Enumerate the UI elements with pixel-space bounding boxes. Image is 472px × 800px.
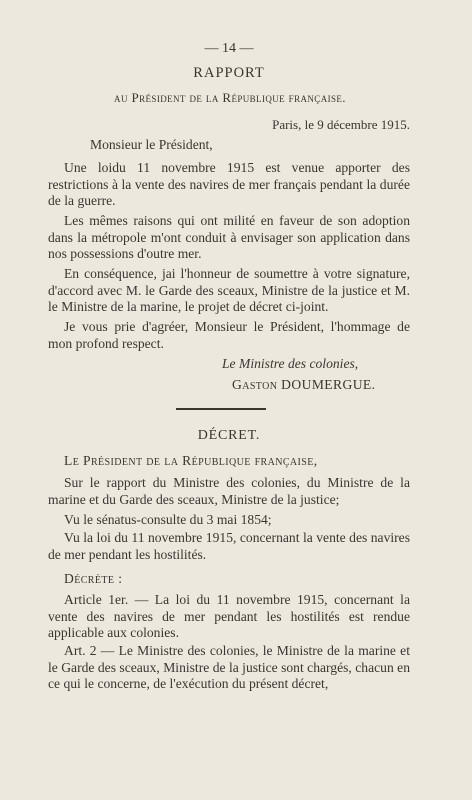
signature-title: Le Ministre des colonies, — [222, 356, 359, 371]
visa-2: Vu le sénatus-consulte du 3 mai 1854; — [64, 512, 272, 527]
visa-1: Sur le rapport du Ministre des colonies, du Ministre de la marine et du Garde des sceaux, Ministre de la justice; — [48, 475, 410, 507]
decrete-heading: Décrète : — [64, 571, 123, 586]
rapport-paragraph-2: Les mêmes raisons qui ont milité en faveur de son adoption dans la métropole m'ont conduit à envisager son application dans nos possessions d'outre mer. — [48, 213, 410, 262]
article-2: Art. 2 — Le Ministre des colonies, le Ministre de la marine et le Garde des sceaux, Ministre de la justice sont chargés, chacun en ce qui le concerne, de l'exécution du présent décret, — [48, 643, 410, 692]
rapport-paragraph-3: En conséquence, jai l'honneur de soumettre à votre signature, d'accord avec M. le Garde des sceaux, Ministre de la justice et M. le Ministre de la marine, le projet de décret ci-joint. — [48, 266, 410, 315]
rapport-paragraph-4: Je vous prie d'agréer, Monsieur le Président, l'hommage de mon profond respect. — [48, 319, 410, 351]
page-number: — 14 — — [204, 41, 254, 56]
article-1: Article 1er. — La loi du 11 novembre 1915, concernant la vente des navires de mer pendant les hostilités est rendue applicable aux colonies. — [48, 592, 410, 641]
signature-name: Gaston DOUMERGUE. — [232, 377, 376, 392]
decret-title: DÉCRET. — [197, 428, 261, 443]
section-divider — [176, 408, 266, 410]
rapport-title: RAPPORT — [193, 65, 265, 81]
decret-opening: Le Président de la République française, — [64, 453, 318, 468]
rapport-addressee: au Président de la République française. — [114, 90, 346, 105]
salutation: Monsieur le Président, — [90, 137, 213, 152]
visa-3: Vu la loi du 11 novembre 1915, concernant la vente des navires de mer pendant les hostilités. — [48, 530, 410, 562]
rapport-paragraph-1: Une loidu 11 novembre 1915 est venue apporter des restrictions à la vente des navires de mer français pendant la durée de la guerre. — [48, 160, 410, 209]
place-date: Paris, le 9 décembre 1915. — [272, 117, 410, 132]
